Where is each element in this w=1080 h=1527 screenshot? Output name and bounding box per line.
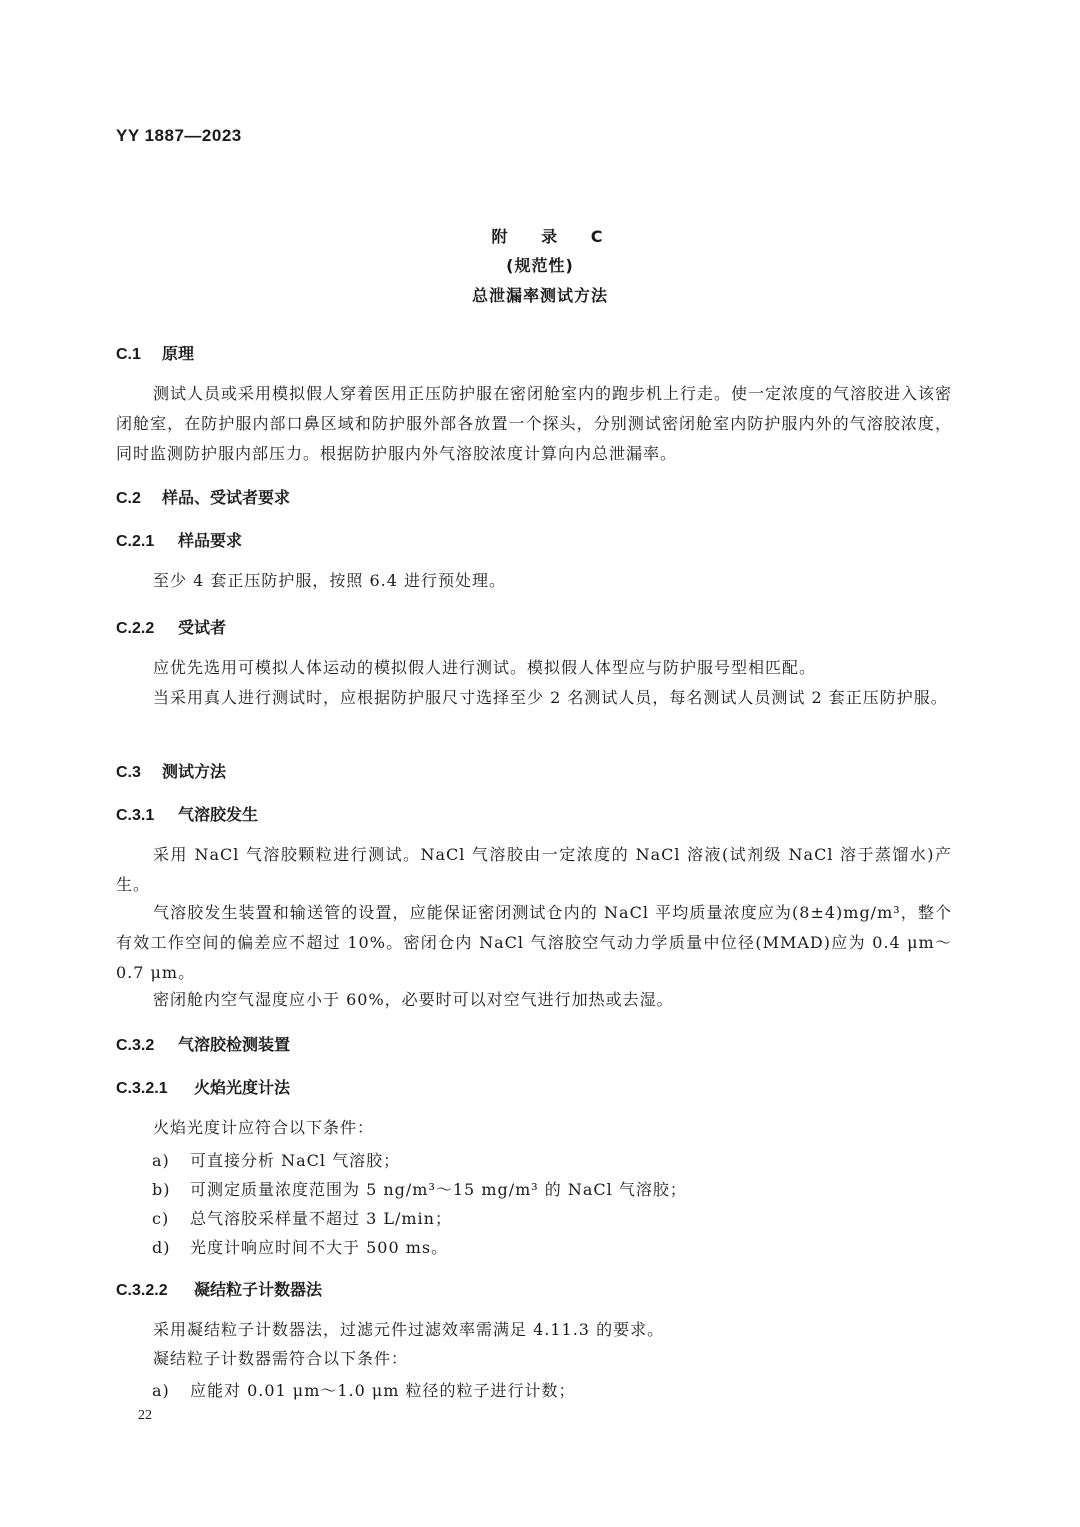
heading-c22 [116,615,226,638]
heading-number: C.2 [116,490,141,507]
paragraph-c322-1: 采用凝结粒子计数器法，过滤元件过滤效率需满足 4.11.3 的要求。 [153,1320,665,1339]
list-item [152,1177,687,1200]
list-item [152,1235,448,1258]
paragraph-c322-2: 凝结粒子计数器需符合以下条件： [153,1349,409,1368]
list-item [152,1148,400,1171]
heading-c31 [116,802,258,825]
list-marker: a) [152,1381,170,1400]
heading-title: 凝结粒子计数器法 [194,1280,323,1299]
list-marker: c) [152,1209,170,1228]
list-text: 可直接分析 NaCl 气溶胶； [190,1151,401,1170]
heading-title: 受试者 [178,618,227,637]
list-marker: a) [152,1151,170,1170]
page-number: 22 [138,1408,152,1423]
heading-number: C.3.1 [116,807,155,824]
heading-c21 [116,528,242,551]
list-text: 应能对 0.01 μm～1.0 μm 粒径的粒子进行计数； [190,1381,576,1400]
heading-number: C.3 [116,764,141,781]
heading-number: C.3.2 [116,1037,155,1054]
paragraph-c31-2: 气溶胶发生装置和输送管的设置，应能保证密闭测试仓内的 NaCl 平均质量浓度应为(8±4)mg/m³，整个有效工作空间的偏差应不超过 10%。密闭仓内 NaCl 气溶胶空气动力学质量中位径(MMAD)应为 0.4 μm～0.7 μm。 [116,903,952,982]
heading-c322 [116,1277,322,1300]
list-marker: b) [152,1180,171,1199]
heading-title: 样品要求 [178,531,243,550]
heading-number: C.2.1 [116,533,155,550]
heading-c1 [116,341,194,364]
heading-number: C.1 [116,346,141,363]
list-text: 可测定质量浓度范围为 5 ng/m³～15 mg/m³ 的 NaCl 气溶胶； [190,1180,687,1199]
heading-title: 气溶胶检测装置 [178,1035,291,1054]
paragraph-c31-1: 采用 NaCl 气溶胶颗粒进行测试。NaCl 气溶胶由一定浓度的 NaCl 溶液(试剂级 NaCl 溶于蒸馏水)产生。 [116,845,952,894]
heading-title: 气溶胶发生 [178,805,259,824]
heading-c3 [116,759,226,782]
paragraph-c31-3: 密闭舱内空气湿度应小于 60%，必要时可以对空气进行加热或去湿。 [153,990,674,1009]
list-text: 总气溶胶采样量不超过 3 L/min； [190,1209,452,1228]
heading-c2 [116,485,290,508]
heading-number: C.2.2 [116,620,155,637]
list-text: 光度计响应时间不大于 500 ms。 [190,1238,449,1257]
paragraph-c321-1: 火焰光度计应符合以下条件： [153,1118,375,1137]
paragraph-c21-1: 至少 4 套正压防护服，按照 6.4 进行预处理。 [153,571,506,590]
list-item [152,1378,576,1401]
paragraph-c22-1: 应优先选用可模拟人体运动的模拟假人进行测试。模拟假人体型应与防护服号型相匹配。 [153,658,817,677]
paragraph-c1-1: 测试人员或采用模拟假人穿着医用正压防护服在密闭舱室内的跑步机上行走。使一定浓度的气溶胶进入该密闭舱室，在防护服内部口鼻区域和防护服外部各放置一个探头，分别测试密闭舱室内防护服内外的气溶胶浓度，同时监测防护服内部压力。根据防护服内外气溶胶浓度计算向内总泄漏率。 [116,384,953,463]
heading-title: 火焰光度计法 [194,1078,291,1097]
standard-number: YY 1887—2023 [116,126,242,145]
heading-number: C.3.2.1 [116,1080,168,1097]
heading-title: 原理 [162,344,195,363]
appendix-title: 附 录 C [491,227,617,246]
appendix-name: 总泄漏率测试方法 [471,286,608,305]
heading-c321 [116,1075,290,1098]
appendix-type: (规范性) [506,256,574,275]
heading-c32 [116,1032,290,1055]
list-marker: d) [152,1238,171,1257]
heading-title: 测试方法 [162,762,227,781]
paragraph-c22-2: 当采用真人进行测试时，应根据防护服尺寸选择至少 2 名测试人员，每名测试人员测试 2 套正压防护服。 [153,688,948,707]
list-item [152,1206,452,1229]
heading-title: 样品、受试者要求 [162,488,291,507]
heading-number: C.3.2.2 [116,1282,168,1299]
